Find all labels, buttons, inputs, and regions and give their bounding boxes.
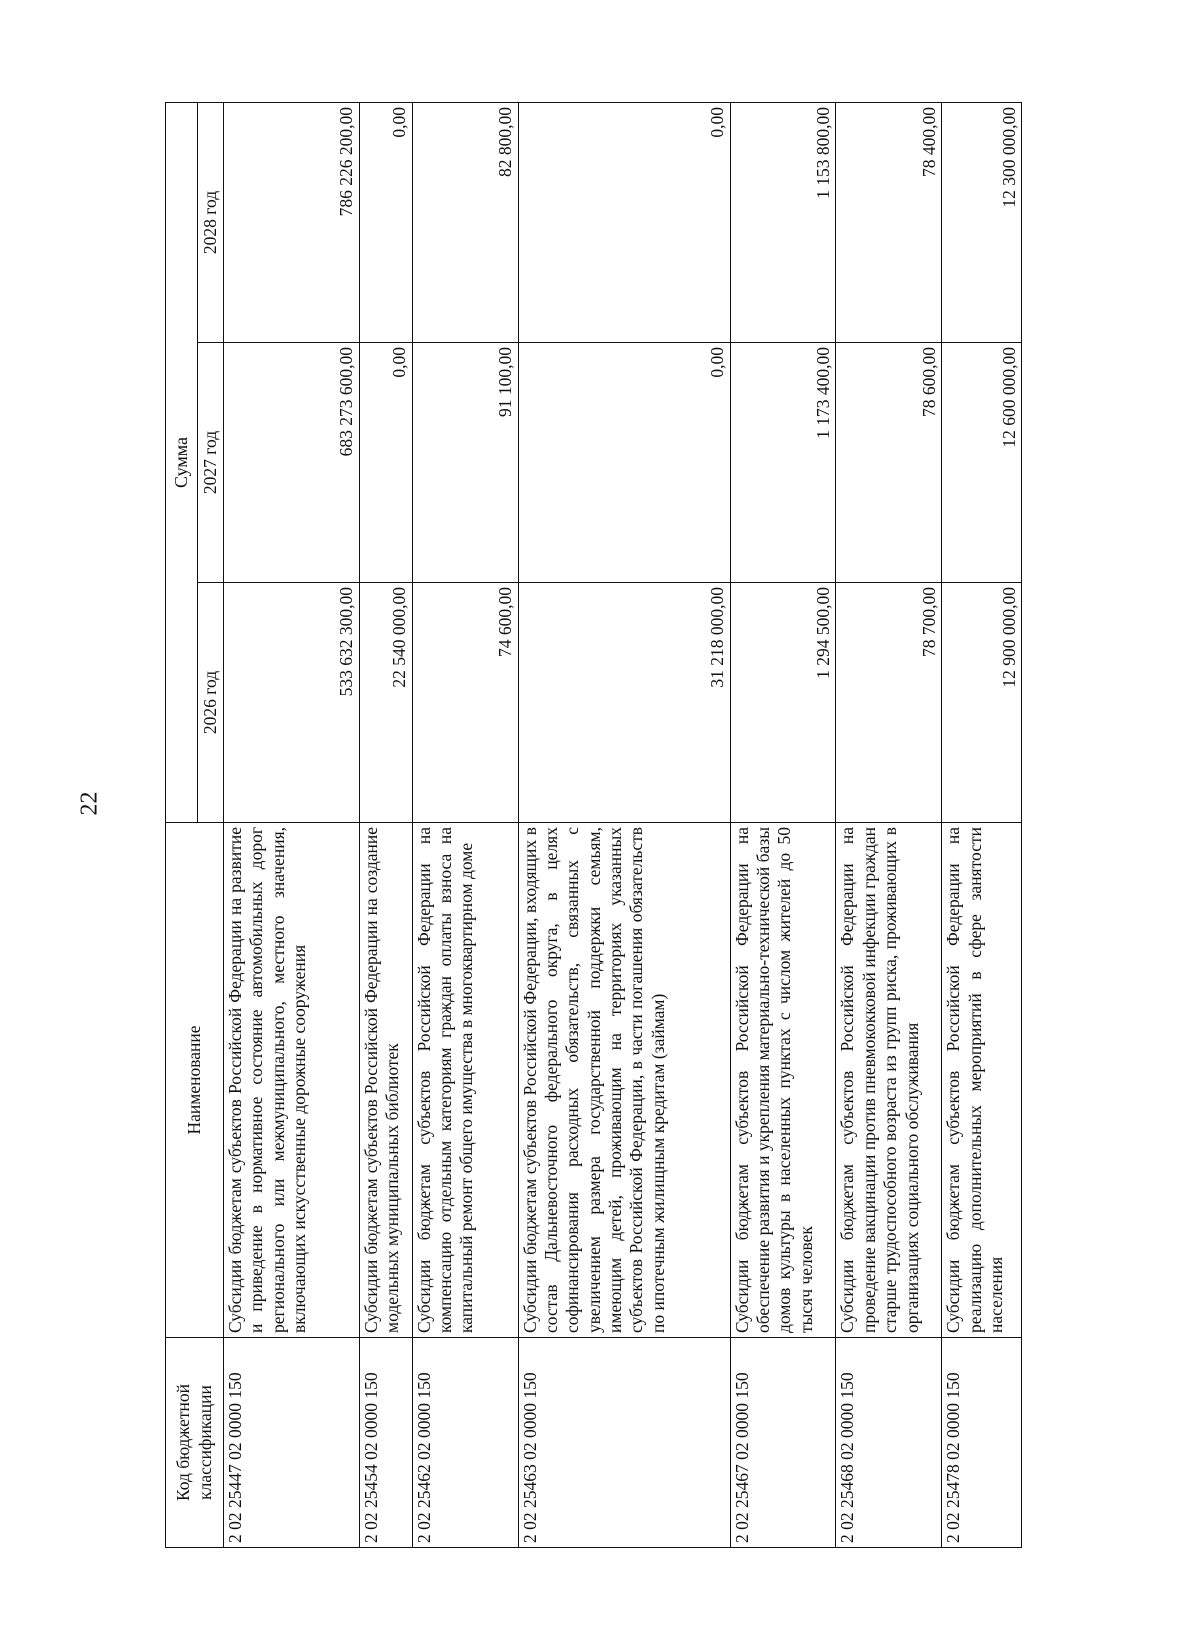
table-row bbox=[412, 102, 518, 1547]
row-code: 2 02 25463 02 0000 150 bbox=[518, 1338, 730, 1548]
row-value-2027: 12 600 000,00 bbox=[942, 343, 1022, 583]
header-year-2027: 2027 год bbox=[198, 343, 224, 583]
row-code: 2 02 25462 02 0000 150 bbox=[412, 1338, 518, 1548]
row-value-2027: 0,00 bbox=[518, 343, 730, 583]
header-code: Код бюджетной классификации bbox=[166, 1338, 224, 1548]
row-code: 2 02 25478 02 0000 150 bbox=[942, 1338, 1022, 1548]
row-value-2026: 533 632 300,00 bbox=[224, 583, 360, 823]
row-value-2027: 91 100,00 bbox=[412, 343, 518, 583]
header-sum: Сумма bbox=[166, 102, 198, 822]
row-value-2028: 12 300 000,00 bbox=[942, 102, 1022, 342]
row-value-2026: 1 294 500,00 bbox=[730, 583, 836, 823]
row-value-2028: 0,00 bbox=[359, 102, 412, 342]
row-value-2027: 683 273 600,00 bbox=[224, 343, 360, 583]
row-value-2028: 78 400,00 bbox=[836, 102, 942, 342]
row-code: 2 02 25447 02 0000 150 bbox=[224, 1338, 360, 1548]
row-value-2028: 0,00 bbox=[518, 102, 730, 342]
row-name: Субсидии бюджетам субъектов Российской Федерации на реализацию дополнительных мероприятий в сфере занятости населения bbox=[942, 823, 1022, 1338]
row-name: Субсидии бюджетам субъектов Российской Федерации на развитие и приведение в нормативное состояние автомобильных дорог регионального или межмуниципального, местного значения, включающих искусственные дорожные сооружения bbox=[224, 823, 360, 1338]
table-row bbox=[942, 102, 1022, 1547]
row-value-2026: 22 540 000,00 bbox=[359, 583, 412, 823]
header-name: Наименование bbox=[166, 823, 224, 1338]
header-year-2026: 2026 год bbox=[198, 583, 224, 823]
row-code: 2 02 25454 02 0000 150 bbox=[359, 1338, 412, 1548]
row-value-2028: 1 153 800,00 bbox=[730, 102, 836, 342]
table-row bbox=[730, 102, 836, 1547]
row-name: Субсидии бюджетам субъектов Российской Федерации на проведение вакцинации против пневмококковой инфекции граждан старше трудоспособного возраста из групп риска, проживающих в организациях социального обслуживания bbox=[836, 823, 942, 1338]
page-number: 22 bbox=[76, 791, 103, 816]
row-name: Субсидии бюджетам субъектов Российской Федерации на обеспечение развития и укрепления материально-технической базы домов культуры в населенных пунктах с числом жителей до 50 тысяч человек bbox=[730, 823, 836, 1338]
row-value-2026: 74 600,00 bbox=[412, 583, 518, 823]
table-row bbox=[224, 102, 360, 1547]
row-name: Субсидии бюджетам субъектов Российской Федерации, входящих в состав Дальневосточного федерального округа, в целях софинансирования расходных обязательств, связанных с увеличением размера государственной поддержки семьям, имеющим детей, проживающим на территориях указанных субъектов Российской Федерации, в части погашения обязательств по ипотечным жилищным кредитам (займам) bbox=[518, 823, 730, 1338]
row-value-2026: 12 900 000,00 bbox=[942, 583, 1022, 823]
row-value-2028: 786 226 200,00 bbox=[224, 102, 360, 342]
budget-table bbox=[165, 102, 1022, 1548]
row-code: 2 02 25467 02 0000 150 bbox=[730, 1338, 836, 1548]
row-code: 2 02 25468 02 0000 150 bbox=[836, 1338, 942, 1548]
header-year-2028: 2028 год bbox=[198, 102, 224, 342]
row-name: Субсидии бюджетам субъектов Российской Федерации на создание модельных муниципальных библиотек bbox=[359, 823, 412, 1338]
table-row bbox=[359, 102, 412, 1547]
row-value-2026: 31 218 000,00 bbox=[518, 583, 730, 823]
row-value-2027: 78 600,00 bbox=[836, 343, 942, 583]
row-value-2028: 82 800,00 bbox=[412, 102, 518, 342]
rotated-table-wrapper bbox=[165, 103, 1022, 1548]
row-value-2027: 0,00 bbox=[359, 343, 412, 583]
table-row bbox=[836, 102, 942, 1547]
row-name: Субсидии бюджетам субъектов Российской Федерации на компенсацию отдельным категориям граждан оплаты взноса на капитальный ремонт общего имущества в многоквартирном доме bbox=[412, 823, 518, 1338]
row-value-2027: 1 173 400,00 bbox=[730, 343, 836, 583]
row-value-2026: 78 700,00 bbox=[836, 583, 942, 823]
table-row bbox=[518, 102, 730, 1547]
